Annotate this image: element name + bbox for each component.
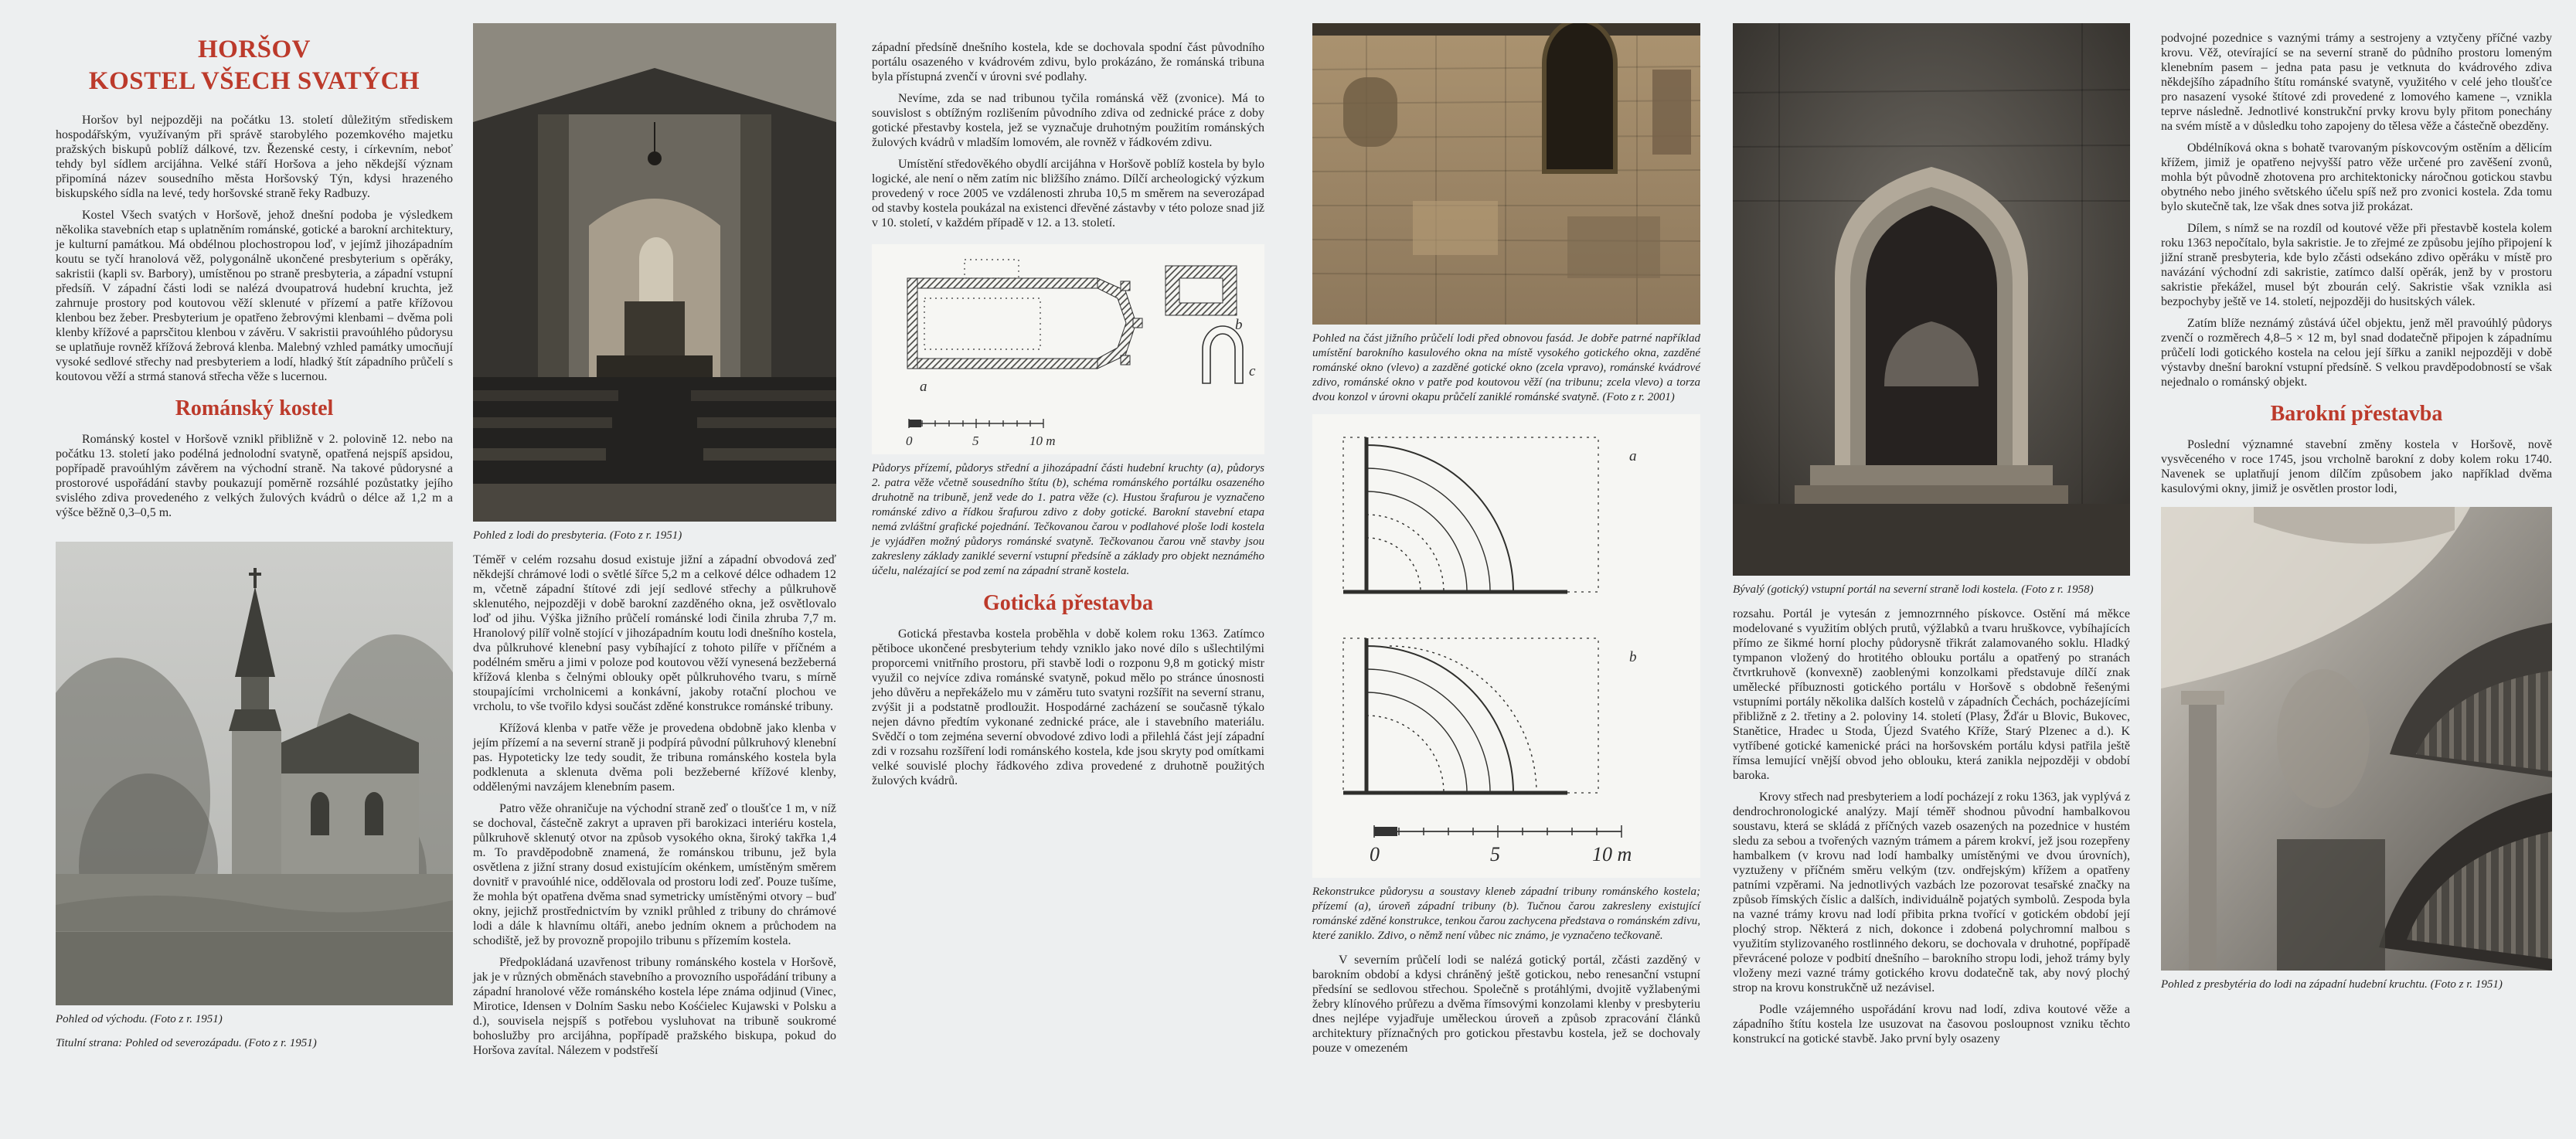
paragraph: rozsahu. Portál je vytesán z jemnozrnného pískovce. Ostění má měkce modelované s využitím oblých prutů, výžlabků a tvaru hruškovce, vybíhajících přímo ze šikmé horní plochy půdorysně třikrát zalamovaného soklu. Hladký tympanon vložený do hrotitého oblouku portálu a opatřený po stranách čtvrtkruhově (konvexně) zaoblenými konzolkami představuje dílčí znak umělecké příbuznosti gotického portálu v Horšově s obdobně řešenými vstupními portály několika dalších kostelů v západních Čechách, pocházejícími přibližně z 2. třetiny a 2. poloviny 14. století (Plasy, Žďár u Blovic, Bukovec, Stanětice, Hradec u Stoda, Újezd Svatého Kříže, Starý Plzenec a d.). K vytříbené gotické kamenické práci na horšovském portálu kdysi patřila ještě římsa lemující vnější obvod jeho oblouku, která zanikla nejpozději v období baroka. (1733, 607, 2130, 782)
paragraph: V severním průčelí lodi se nalézá gotický portál, zčásti zazděný v barokním období a kdysi chráněný ještě gotickou, nebo renesanční vstupní předsíní se sedlovou střechou. Společně s protáhlými, dvojitě vyžlabenými žebry klínového průřezu a dvěma římsovými konzolami klenby v presbyteriu dnes nejlépe vyjadřuje uměleckou úroveň a způsob zpracování článků architektury příznačných pro gotickou přestavbu kostela, jež se dochovaly pouze v omezeném (1312, 954, 1700, 1055)
scale-label-10m: 10 m (1029, 434, 1056, 448)
figure-floor-plan (872, 244, 1264, 454)
photo-caption: Pohled z lodi do presbyteria. (Foto z r. 1951) (473, 529, 682, 542)
section-heading-gothic: Gotická přestavba (982, 591, 1154, 615)
column-6 (2161, 0, 2552, 1139)
scale-label-5: 5 (1490, 843, 1500, 865)
column-5 (1733, 0, 2130, 1139)
column-3 (872, 0, 1264, 1139)
figure-church-east-view (56, 542, 453, 1005)
front-page-caption: Titulní strana: Pohled od severozápadu. (Foto z r. 1951) (56, 1037, 317, 1049)
photo-caption: Pohled z presbytéria do lodi na západní hudební kruchtu. (Foto z r. 1951) (2161, 978, 2503, 991)
photo-nave-to-presbytery (473, 23, 836, 522)
scale-label-10m: 10 m (1592, 843, 1632, 865)
paragraph: podvojné pozednice s vaznými trámy a sestrojeny a vztyčeny příčné vazby krovu. Věž, otevírající se na severní straně do půdního prostoru lomeným klenebním pasem – jedna pata pasu je vetknuta do kvádrového zdiva někdejšího západního štítu románské svatyně, využitého v celé jeho tloušťce pro nasazení vysoké štítové zdi provedené z lomového kamene –, vznikla teprve následně. Jednotlivé konstrukční prvky krovu byly přitom ponechány na svém místě a v důsledku toho zapojeny do tělesa věže a částečně obezděny. (2161, 32, 2552, 133)
paragraph: Obdélníková okna s bohatě tvarovaným pískovcovým ostěním a dělicím křížem, jimiž je opatřeno nejvyšší patro věže určené pro zavěšení zvonů, mohla být původně zhotovena pro architektonicky náročnou gotickou stavbu obytného nebo jiného světského účelu spíš než pro zvonici kostela. Zda tomu bylo skutečně tak, lze však dnes sotva již prokázat. (2161, 141, 2552, 213)
paragraph: Horšov byl nejpozději na počátku 13. století důležitým střediskem hospodářským, využívaným při správě starobylého pozemkového majetku pražských biskupů poblíž dálkové, tzv. Řezenské cesty, i církevním, neboť tehdy byl sídlem arcijáhna. Velké stáří Horšova a jeho někdejší význam připomíná název sousedního města Horšovský Týn, kdysi hrazeného biskupského sídla na levé, tedy horšovské straně řeky Radbuzy. (56, 114, 453, 200)
paragraph: Poslední významné stavební změny kostela v Horšově, nově vysvěceného v roce 1745, jsou vrcholně barokní z doby kolem roku 1740. Navenek se uplatňují jenom dílčím způsobem jako například dvěma kasulovými okny, jimiž je osvětlen prostor lodi, (2161, 438, 2552, 495)
photo-west-music-gallery (2161, 507, 2552, 971)
column-2 (473, 0, 836, 1139)
figure-vault-reconstruction (1312, 414, 1700, 878)
plan-label-a: a (920, 379, 927, 395)
figure-gothic-portal (1733, 23, 2130, 576)
page-title-line1: HORŠOV (197, 36, 311, 63)
vault-reconstruction-drawing (1312, 414, 1700, 878)
paragraph: Patro věže ohraničuje na východní straně zeď o tloušťce 1 m, v níž se dochoval, částečně zakryt a upraven při barokizaci interiéru kostela, půlkruhově sklenutý otvor na způsob vysokého okna, široký takřka 1,4 m. To pravděpodobně znamená, že románskou tribunu, jež byla osvětlena z jižní strany dosud existujícím okénkem, umístěným směrem dovnitř v pravoúhlé nice, oddělovala od prostoru lodi zeď. Pouze tušíme, že mohla být opatřena dvěma snad symetricky umístěnými otvory – buď okny, jejichž prostřednictvím by vznikl průhled z tribuny do chrámové lodi a dále k hlavnímu oltáři, anebo jedním oknem a průchodem na schodiště, jež by provozně propojilo tribunu s přízemím kostela. (473, 802, 836, 947)
paragraph: Umístění středověkého obydlí arcijáhna v Horšově poblíž kostela by bylo logické, ale není o něm zatím nic bližšího známo. Dílčí archeologický výzkum provedený v roce 2005 ve vzdálenosti zhruba 10,5 m směrem na severozápad od stavby kostela poukázal na existenci dřevěné zástavby v této poloze snad již v 10. století, v každém případě v 12. a 13. století. (872, 158, 1264, 230)
scale-label-0: 0 (906, 434, 913, 448)
diagram-label-a: a (1629, 448, 1637, 464)
paragraph: západní předsíně dnešního kostela, kde se dochovala spodní část původního portálu osazeného v kvádrovém zdivu, bylo prokázáno, že románská tribuna byla přístupná zvenčí v úrovni své podlahy. (872, 41, 1264, 83)
photo-caption: Pohled na část jižního průčelí lodi před obnovou fasád. Je dobře patrné například umístění barokního kasulového okna na místě vysokého gotického okna, zazděné románské okno (vlevo) a zazděné gotické okno (zcela vpravo), románské kvádrové zdivo, románské okno v patře pod koutovou věží (na tribunu; zcela vlevo) a torza dvou konzol v úrovni okapu průčelí zaniklé románské svatyně. (Foto z r. 2001) (1312, 332, 1700, 403)
paragraph: Křížová klenba v patře věže je provedena obdobně jako klenba v jejím přízemí a na severní straně ji podpírá původní půlkruhový klenební pas. Hypoteticky lze tedy soudit, že tribuna románského kostela byla podklenuta a sklenuta dvěma poli bezžeberné křížové klenby, oddělenými navzájem klenebním pasem. (473, 722, 836, 794)
paragraph: Dílem, s nímž se na rozdíl od koutové věže při přestavbě kostela kolem roku 1363 nepočítalo, byla sakristie. Je to zřejmé ze způsobu jejího připojení k jižní straně presbyteria, kde bylo zčásti odsekáno zdivo opěráku v místě pro navázání východní zdi sakristie, zatímco další opěrák, jenž by v prostoru sakristie překážel, musel být zbourán celý. Sakristie však vznikla asi bezpochyby ještě ve 14. století, nejpozději do husitských válek. (2161, 222, 2552, 308)
figure-south-facade (1312, 23, 1700, 325)
photo-south-facade-wall (1312, 23, 1700, 325)
column-4 (1312, 0, 1700, 1139)
paragraph: Nevíme, zda se nad tribunou tyčila románská věž (zvonice). Má to souvislost s obtížným rozlišením původního zdiva od zednické práce z doby gotické přestavby kostela, jež se vyznačuje druhotným použitím románských žulových kvádrů v mladším lomovém, ale rovněž v řádkovém zdivu. (872, 92, 1264, 149)
scale-label-5: 5 (972, 434, 979, 448)
plan-label-c: c (1249, 363, 1256, 379)
figure-music-gallery (2161, 507, 2552, 971)
column-1 (56, 0, 453, 1139)
paragraph: Téměř v celém rozsahu dosud existuje jižní a západní obvodová zeď někdejší chrámové lodi o světlé šířce 5,2 m a celkové délce odhadem 12 m, včetně západní štítové zdi její sedlové střechy a půlkruhově sklenutého, nejpozději v době barokní zazděného okna, jež osvětlovalo loď od jihu. Výška jižního průčelí románské lodi činila zhruba 7,7 m. Hranolový pilíř volně stojící v jihozápadním koutu lodi dnešního kostela, dva půlkruhové klenební pasy vybíhající z tohoto pilíře v příčném a podélném směru a jimi v poloze pod koutovou věží vynesená bezžeberná křížová klenba s čelnými oblouky opět půlkruhového tvaru, s mírně stoupajícími vrcholnicemi a konkávní, jakoby rotační plochou ve vrcholu, to vše tvořilo kdysi součást zděné konstrukce románské tribuny. (473, 553, 836, 713)
section-heading-baroque: Barokní přestavba (2270, 402, 2443, 426)
paragraph: Zatím blíže neznámý zůstává účel objektu, jenž měl pravoúhlý půdorys zvenčí o rozměrech 4,8–5 × 12 m, byl snad dodatečně připojen k západnímu průčelí lodi gotického kostela na celou její šířku a zanikl nejpozději v době výstavby dnešní barokní vstupní předsíně. S velkou pravděpodobností se však nejednalo o románský objekt. (2161, 317, 2552, 389)
page-title (56, 34, 453, 97)
diagram-label-b: b (1629, 649, 1637, 665)
photo-caption: Bývalý (gotický) vstupní portál na severní straně lodi kostela. (Foto z r. 1958) (1733, 583, 2094, 596)
paragraph: Románský kostel v Horšově vznikl přibližně v 2. polovině 12. nebo na počátku 13. století jako podélná jednolodní svatyně, opatřená nejspíš apsidou, popřípadě pravoúhlým závěrem na východní straně. Na takové půdorysné a prostorové uspořádání stavby poukazují poměrně rozsáhlé pozůstatky jejího svislého zdiva provedeného z velkých žulových kvádrů o délce až 1,2 m a výšce běžně 0,3–0,5 m. (56, 433, 453, 519)
diagram-caption: Rekonstrukce půdorysu a soustavy kleneb západní tribuny románského kostela; přízemí (a), úroveň západní tribuny (b). Tučnou čarou zakresleny existující románské zděné konstrukce, tenkou čarou zachycena představa o románském zdivu, které zaniklo. Zdivo, o němž není vůbec nic známo, je vyznačeno tečkovaně. (1312, 886, 1700, 942)
paragraph: Krovy střech nad presbyteriem a lodí pocházejí z roku 1363, jak vyplývá z dendrochronologické analýzy. Mají téměř shodnou původní hambalkovou soustavu, která se skládá z příčných vazeb osazených na pozednice v hustém sledu za sebou a tvořených vazným trámem a párem krokví, jež jsou rozepřeny hambalkem (v krovu nad lodí hambalky umístěnými ve dvou úrovních), vyztuženy v příčném směru velkým (tzv. ondřejským) křížem a opatřeny patními vzpěrami. Na jednotlivých vazbách lze pozorovat tesařské značky na způsob římských číslic a dalších, individuálně pojatých symbolů. Zespoda byla na vazné trámy krovu nad lodí přibita prkna tvořící v gotickém období její plochý strop. Některá z nich, dokonce i zdobená polychromní malbou s využitím stylizovaného rostlinného dekoru, se dochovala v druhotné, popřípadě převrácené poloze v podbití dnešního – barokního stropu lodi, jehož trámy byly vloženy mezi vazné trámy gotického krovu dodatečně tak, aby nový plochý strop na krovu konstrukčně už nezávisel. (1733, 790, 2130, 994)
section-heading-romanesque: Románský kostel (175, 396, 334, 420)
photo-caption: Pohled od východu. (Foto z r. 1951) (56, 1013, 223, 1025)
figure-nave-interior (473, 23, 836, 522)
photo-church-from-east (56, 542, 453, 1005)
paragraph: Kostel Všech svatých v Horšově, jehož dnešní podoba je výsledkem několika stavebních etap s uplatněním románské, gotické a barokní architektury, je kulturní památkou. Má obdélnou plochostropou loď, v jejímž jihozápadním koutu se tyčí hranolová věž, polygonálně ukončené presbyterium s opěráky, sakristii (kapli sv. Barbory), umístěnou po straně presbyteria, a západní vstupní předsíň. V západní části lodi se nalézá dvoupatrová hudební kruchta, jež zahrnuje prostory pod koutovou věží sklenuté v přízemí a patře křížovou klenbou bez žeber. Presbyterium je opatřeno žebrovými klenbami – dvěma poli klenby křížové a paprsčitou klenbou v závěru. V sakristii pravoúhlého půdorysu se uplatňuje rovněž křížová žebrová klenba. Malebný vzhled památky umocňují vysoké sedlové střechy nad presbyteriem a lodí, hladký štít západního průčelí s koutovou věží a strmá stanová střecha věže s lucernou. (56, 209, 453, 383)
paragraph: Podle vzájemného uspořádání krovu nad lodí, zdiva koutové věže a západního štítu kostela lze usuzovat na časovou posloupnost vzniku těchto konstrukcí na gotické stavbě. Jako první byly osazeny (1733, 1003, 2130, 1046)
scale-label-0: 0 (1370, 843, 1380, 865)
floor-plan-drawing (872, 244, 1264, 454)
paragraph: Gotická přestavba kostela proběhla v době kolem roku 1363. Zatímco pětiboce ukončené presbyterium tehdy vzniklo jako nové dílo s ušlechtilými proporcemi vnitřního prostoru, při stavbě lodi o rozponu 9,8 m gotický mistr využil co nejvíce zdiva románské svatyně, pokud mělo po stránce únosnosti jeho důvěru a nepřekáželo mu v záměru tuto svatyni rozšířit na severní stranu, zvýšit ji a podstatně prodloužit. Hospodárné zacházení se současně týkalo nejen dávno předtím vykonané zednické práce, ale i stavebního materiálu. Svědčí o tom zejména severní obvodové zdivo lodi a přilehlá část její západní zdi v rozsahu rozšíření lodi románského kostela, kde jsou skryty pod omítkami velké souvislé plochy řádkového zdiva provedené z druhotně použitých žulových kvádrů. (872, 627, 1264, 787)
plan-caption: Půdorys přízemí, půdorys střední a jihozápadní části hudební kruchty (a), půdorys 2. patra věže včetně sousedního štítu (b), schéma románského portálku osazeného druhotně na tribuně, jenž vede do 1. patra věže (c). Hustou šrafurou je vyznačeno románské zdivo a řídkou šrafurou zdivo z doby gotické. Barokní stavební etapa nemá zvláštní grafické pojednání. Tečkovanou čarou v podlahové ploše lodi kostela je vyjádřen možný půdorys románské svatyně. Tečkovanou čarou vně stavby jsou zakresleny základy zaniklé severní vstupní předsíně a základy pro objekt neznámého účelu, nalézající se pod zemí na západní straně kostela. (872, 462, 1264, 577)
plan-label-b: b (1235, 317, 1243, 333)
photo-gothic-portal (1733, 23, 2130, 576)
paragraph: Předpokládaná uzavřenost tribuny románského kostela v Horšově, jak je v různých obměnách stavebního a provozního uspořádání tribuny a západní hranolové věže románského kostela lépe známa odjinud (Vinec, Mirotice, Idensen v Dolním Sasku nebo Kośćielec Kujawski v Polsku a d.), souvisela nejspíš s potřebou vysluhovat na tribuně soukromé bohoslužby pro arcijáhna, popřípadě pražského biskupa, pokud do Horšova zavítal. Nálezem v podstřeší (473, 956, 836, 1057)
page-title-line2: KOSTEL VŠECH SVATÝCH (88, 67, 420, 95)
